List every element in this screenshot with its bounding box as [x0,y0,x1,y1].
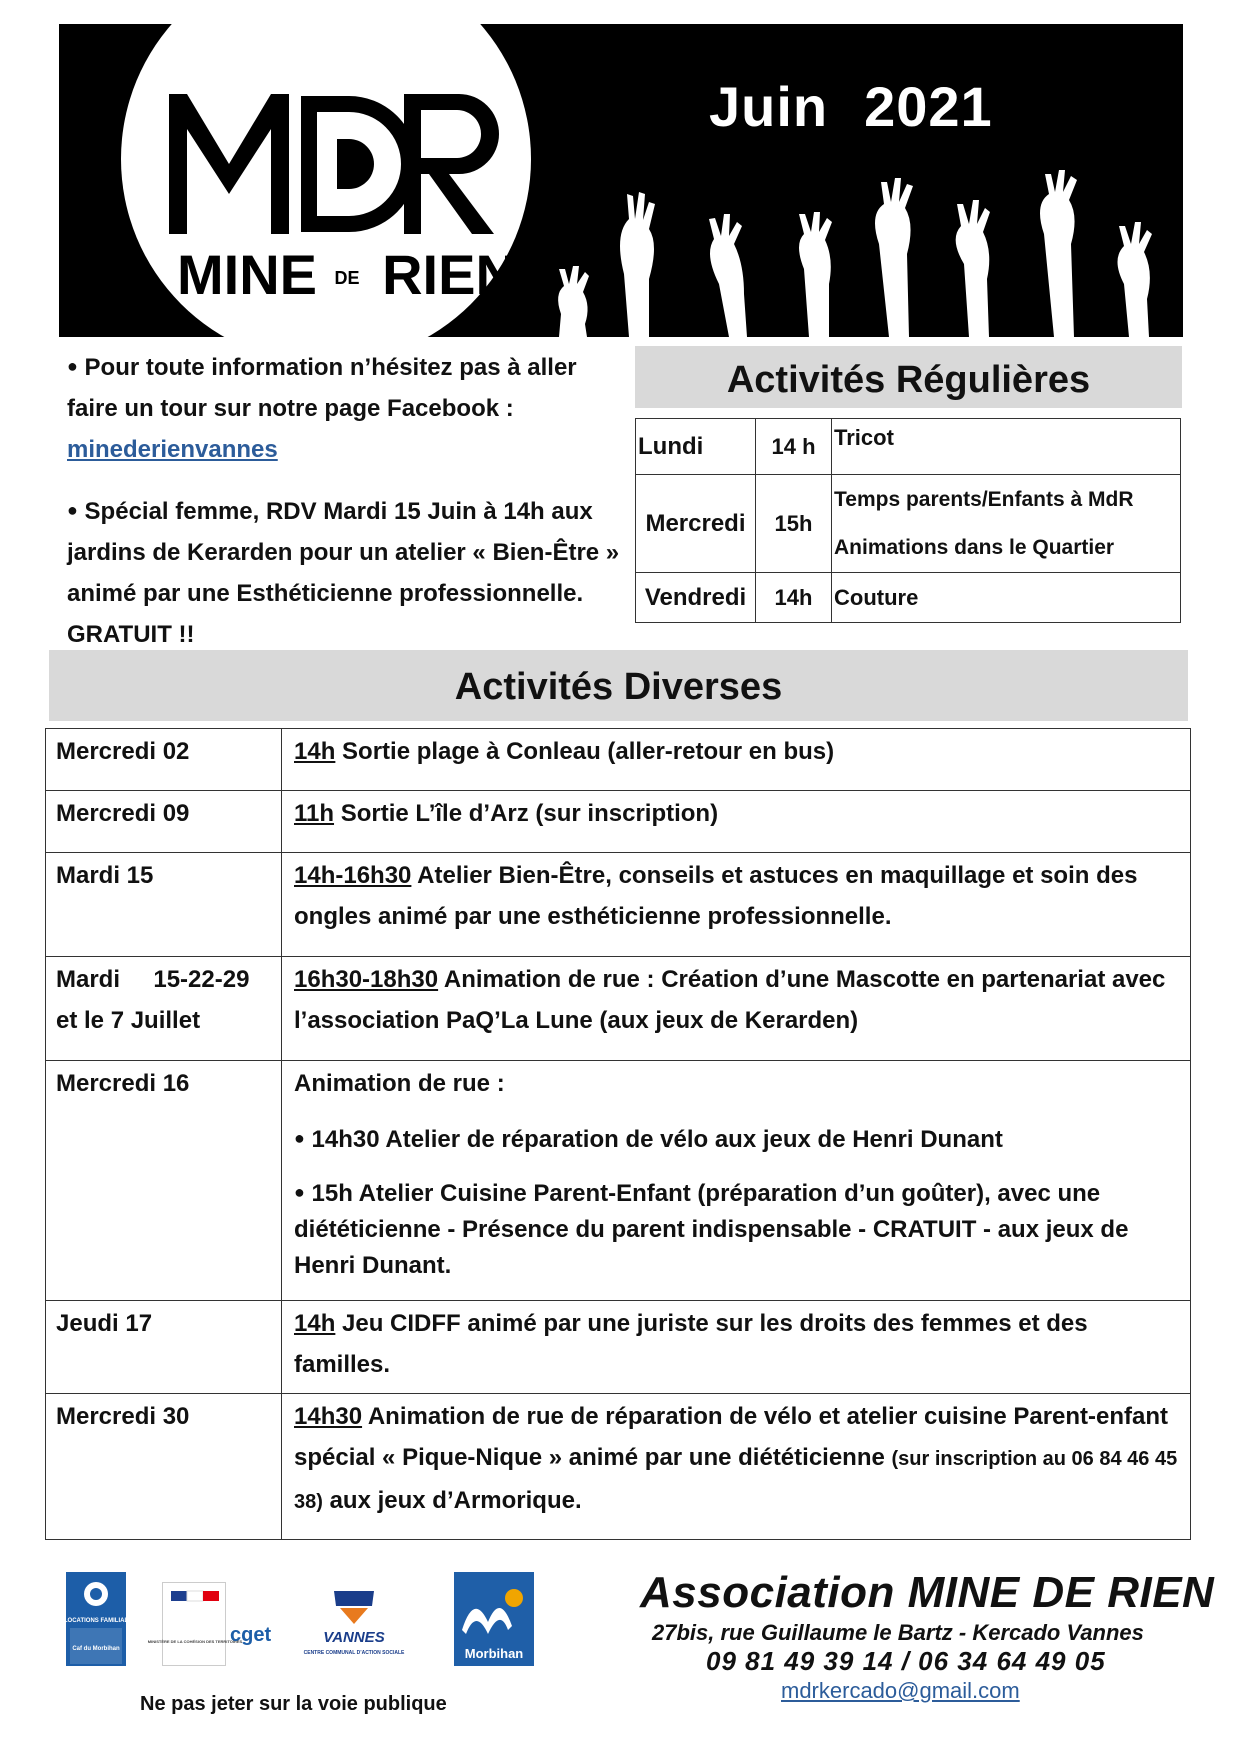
regular-activities-title: Activités Régulières [635,346,1182,408]
association-name: Association MINE DE RIEN [640,1568,1215,1617]
activity-time: 16h30-18h30 [294,966,439,993]
activity-registration-note: (sur inscription au 06 84 46 45 38) [294,1448,1178,1513]
activity-date: Mercredi 02 [46,729,282,791]
bullet-icon: ● [67,356,78,376]
morbihan-logo-text: Morbihan [464,1646,524,1661]
activity-desc [282,791,1191,853]
ministry-logo [147,1582,243,1666]
table-row [46,957,1191,1061]
reg-day: Lundi [636,419,756,475]
facebook-info [67,346,627,470]
caf-logo-text: ALLOCATIONS FAMILIALES [55,1618,137,1624]
vannes-crest-icon [303,1586,405,1666]
activity-bullet-text: 15h Atelier Cuisine Parent-Enfant (préparation d’un goûter), avec une diététicienne - Présence du parent indispensable - CRATUIT - aux jeux de Henri Dunant. [294,1180,1129,1279]
reg-time: 14 h [756,419,832,475]
facebook-page-link[interactable]: minederienvannes [67,436,278,463]
diverse-activities-title: Activités Diverses [49,650,1188,721]
vannes-ccas-logo [303,1586,405,1666]
activity-date: Jeudi 17 [46,1301,282,1394]
caf-logo [55,1572,137,1666]
logo-rien: RIEN [382,243,516,306]
logo-mine: MINE [177,243,317,306]
table-row [46,1394,1191,1540]
activity-bullet [294,1174,1178,1284]
activity-desc [282,1394,1191,1540]
table-row [46,791,1191,853]
reg-day: Mercredi [636,475,756,573]
activity-time: 14h-16h30 [294,862,412,889]
banner-date [709,74,1029,139]
reg-day: Vendredi [636,573,756,623]
table-row [636,573,1181,623]
special-women-info [67,490,627,655]
marianne-icon [147,1583,243,1667]
activity-date: Mercredi 09 [46,791,282,853]
header-banner [59,24,1183,337]
reg-activity [832,419,1181,475]
ccas-logo-text: CENTRE COMMUNAL D’ACTION SOCIALE [303,1650,405,1656]
activity-desc [282,1301,1191,1394]
disposal-notice: Ne pas jeter sur la voie publique [140,1693,447,1715]
activity-time: 14h [294,1310,336,1337]
activity-text: Animation de rue : Création d’une Mascotte en partenariat avec l’association PaQ’La Lune (aux jeux de Kerarden) [294,966,1166,1034]
activity-time: 14h30 [294,1403,363,1430]
caf-logo-subtext: Caf du Morbihan [72,1646,120,1652]
ministry-logo-text: MINISTÈRE DE LA COHÉSION DES TERRITOIRES [147,1639,243,1644]
activity-bullet-text: 14h30 Atelier de réparation de vélo aux jeux de Henri Dunant [311,1126,1003,1153]
reg-activity-line: Temps parents/Enfants à MdR [834,487,1134,511]
association-phone: 09 81 49 39 14 / 06 34 64 49 05 [706,1646,1106,1676]
diverse-activities-table [45,728,1191,1540]
logo-de: DE [334,268,360,288]
cget-logo-text: cget [230,1624,272,1646]
morbihan-logo [454,1572,534,1666]
reg-time: 14h [756,573,832,623]
reg-time: 15h [756,475,832,573]
cget-logo [230,1624,280,1664]
table-row [46,729,1191,791]
table-row [46,1301,1191,1394]
activity-date: Mardi 15 [46,853,282,957]
activity-bullet [294,1118,1178,1160]
activity-desc [282,1061,1191,1301]
special-women-text: Spécial femme, RDV Mardi 15 Juin à 14h aux jardins de Kerarden pour un atelier « Bien-Être » animé par une Esthéticienne professionnelle. GRATUIT !! [67,498,620,648]
table-row [46,853,1191,957]
banner-month: Juin [709,75,829,138]
activity-desc [282,957,1191,1061]
table-row [636,475,1181,573]
association-address: 27bis, rue Guillaume le Bartz - Kercado Vannes [652,1620,1144,1645]
reg-activity-line: Tricot [834,425,894,450]
activity-desc [282,729,1191,791]
activity-text: Sortie plage à Conleau (aller-retour en bus) [335,738,835,765]
bullet-icon: ● [67,500,78,520]
activity-date: Mardi 15-22-29 et le 7 Juillet [46,957,282,1061]
table-row [636,419,1181,475]
table-row [46,1061,1191,1301]
vannes-logo-text: VANNES [323,1629,385,1646]
activity-text: Animation de rue de réparation de vélo et atelier cuisine Parent-enfant spécial « Pique-Nique » animé par une diététicienne [294,1403,1169,1471]
reg-activity [832,573,1181,623]
reg-activity-line: Couture [834,584,919,610]
reg-activity-line: Animations dans le Quartier [834,535,1115,559]
banner-year: 2021 [864,75,993,138]
activity-time: 11h [294,800,335,827]
regular-activities-table [635,418,1181,623]
association-email-link[interactable]: mdrkercado@gmail.com [781,1678,1020,1703]
activity-text-tail: aux jeux d’Armorique. [322,1487,582,1514]
bullet-icon: ● [294,1128,305,1148]
activity-desc [282,853,1191,957]
mdr-logo [159,84,539,324]
activity-date: Mercredi 16 [46,1061,282,1301]
activity-heading: Animation de rue : [294,1070,505,1097]
activity-text: Atelier Bien-Être, conseils et astuces en maquillage et soin des ongles animé par une esthéticienne professionnelle. [294,862,1138,930]
activity-text: Sortie L’île d’Arz (sur inscription) [334,800,719,827]
reg-activity [832,475,1181,573]
bullet-icon: ● [294,1182,305,1202]
raised-hands-illustration [499,174,1183,337]
morbihan-emblem-icon [454,1572,534,1666]
caf-emblem-icon [55,1572,137,1666]
activity-text: Jeu CIDFF animé par une juriste sur les droits des femmes et des familles. [294,1310,1088,1378]
activity-time: 14h [294,738,336,765]
activity-date: Mercredi 30 [46,1394,282,1540]
facebook-info-text: Pour toute information n’hésitez pas à aller faire un tour sur notre page Facebook : [67,354,577,422]
